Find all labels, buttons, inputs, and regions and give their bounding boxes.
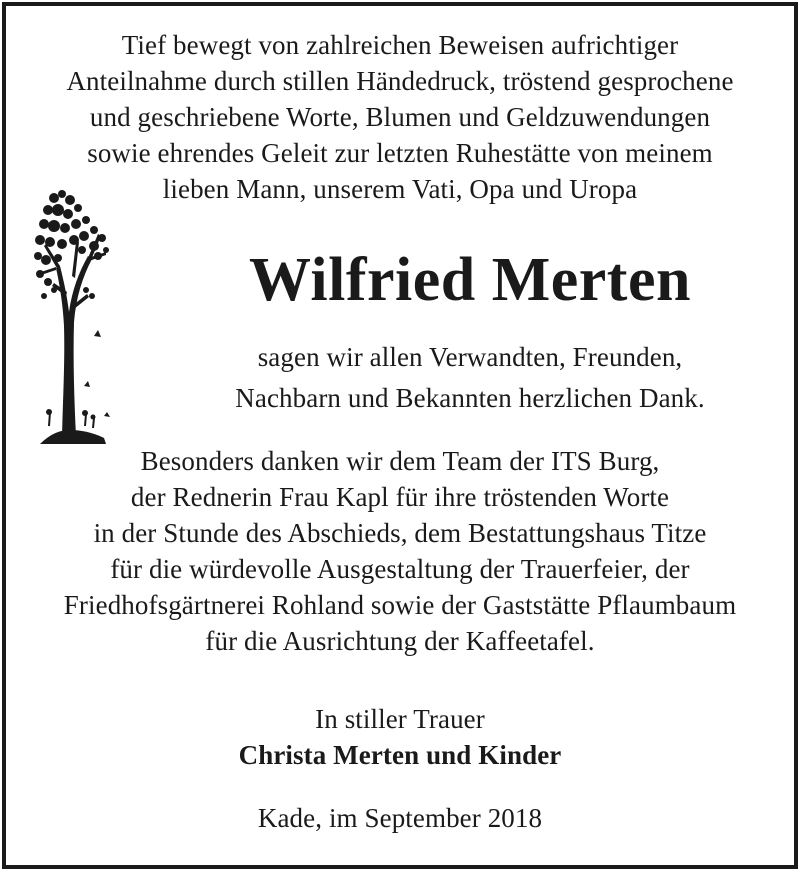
- intro-line: Anteilnahme durch stillen Händedruck, tröstend gesprochene: [66, 66, 734, 96]
- intro-line: sowie ehrendes Geleit zur letzten Ruhestätte von meinem: [87, 138, 713, 168]
- thanks-line: Nachbarn und Bekannten herzlichen Dank.: [235, 383, 705, 413]
- special-thanks-line: Besonders danken wir dem Team der ITS Burg,: [140, 446, 660, 476]
- special-thanks-line: in der Stunde des Abschieds, dem Bestattungshaus Titze: [93, 518, 707, 548]
- thanks-line: sagen wir allen Verwandten, Freunden,: [257, 342, 683, 372]
- special-thanks-line: für die würdevolle Ausgestaltung der Trauerfeier, der: [110, 554, 690, 584]
- special-thanks-line: der Rednerin Frau Kapl für ihre tröstenden Worte: [130, 482, 670, 512]
- intro-line: Tief bewegt von zahlreichen Beweisen aufrichtiger: [121, 30, 679, 60]
- special-thanks-line: für die Ausrichtung der Kaffeetafel.: [205, 626, 595, 656]
- mourning-text: In stiller Trauer: [315, 704, 485, 734]
- intro-line: und geschriebene Worte, Blumen und Geldzuwendungen: [89, 102, 711, 132]
- place-date: Kade, im September 2018: [257, 803, 543, 833]
- deceased-name: Wilfried Merten: [249, 246, 691, 314]
- family-signature: Christa Merten und Kinder: [238, 740, 562, 770]
- special-thanks-line: Friedhofsgärtnerei Rohland sowie der Gaststätte Pflaumbaum: [63, 590, 737, 620]
- intro-line: lieben Mann, unserem Vati, Opa und Uropa: [162, 174, 638, 204]
